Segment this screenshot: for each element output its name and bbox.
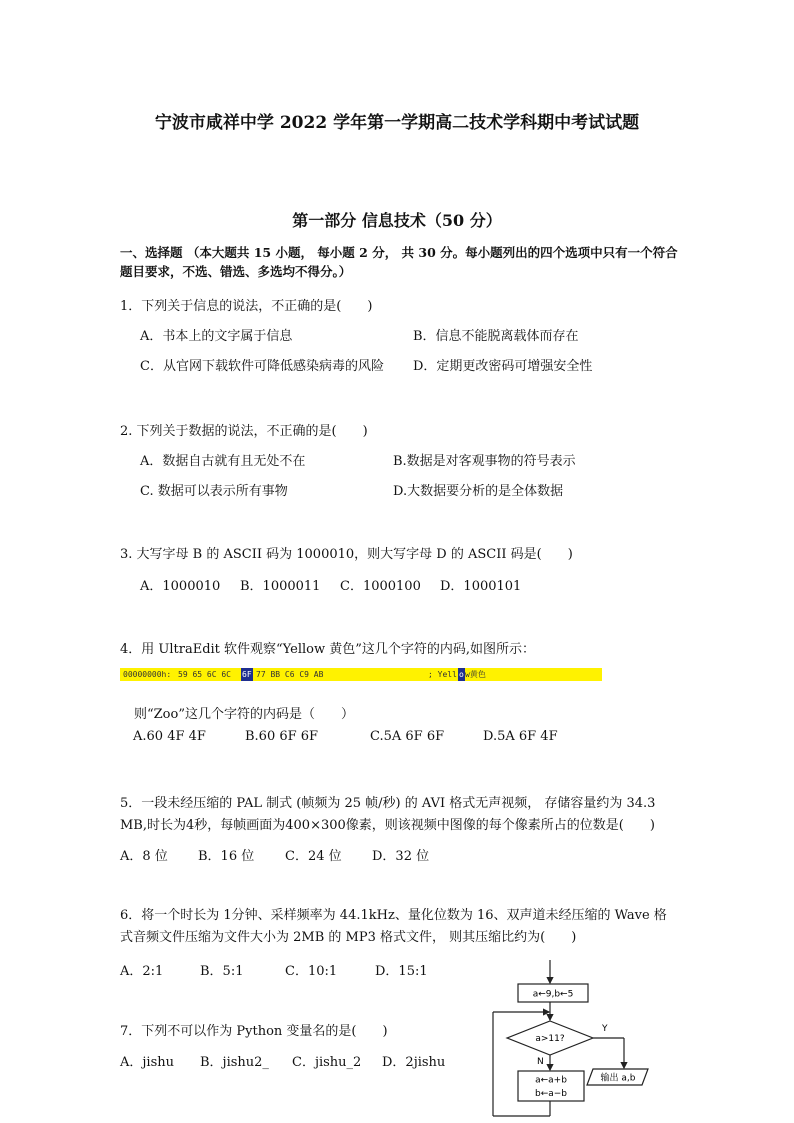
q2-option-c: C. 数据可以表示所有事物	[140, 484, 288, 499]
flow-output-text: 输出 a,b	[600, 1073, 636, 1084]
q4-option-b: B.60 6F 6F	[245, 729, 319, 744]
hex-bytes-after: 77 BB C6 C9 AB	[256, 670, 324, 679]
flow-yes-label: Y	[602, 1024, 608, 1034]
hex-address: 00000000h:	[123, 670, 172, 679]
flow-step1-text: a←a+b	[535, 1075, 567, 1086]
q3-option-b: B．1000011	[240, 579, 321, 594]
q5-option-b: B．16 位	[198, 849, 255, 864]
q6-option-c: C．10:1	[285, 964, 338, 979]
q3-option-d: D．1000101	[440, 579, 522, 594]
q3-option-c: C．1000100	[340, 579, 421, 594]
q6-option-b: B．5:1	[200, 964, 244, 979]
q5-option-d: D．32 位	[372, 849, 430, 864]
q1-option-a: A．书本上的文字属于信息	[140, 329, 293, 344]
q7-option-a: A．jishu	[120, 1055, 174, 1070]
q4-option-a: A.60 4F 4F	[133, 729, 206, 744]
section-instructions: 一、选择题 （本大题共 15 小题， 每小题 2 分， 共 30 分。每小题列出的四个选项中只有一个符合题目要求，不选、错选、多选均不得分。）	[120, 245, 678, 279]
flow-step2-text: b←a−b	[534, 1089, 568, 1099]
q1-option-d: D．定期更改密码可增强安全性	[413, 359, 593, 374]
q7-option-c: C．jishu_2	[292, 1055, 362, 1070]
hex-text-before: ; Yell	[428, 670, 457, 679]
q2-option-a: A．数据自古就有且无处不在	[140, 454, 306, 469]
q7-option-d: D．2jishu	[382, 1055, 446, 1070]
hex-text-after: w黄色	[465, 670, 486, 679]
q5-stem: 5．一段未经压缩的 PAL 制式 (帧频为 25 帧/秒) 的 AVI 格式无声视频， 存储容量约为 34.3 MB,时长为4秒，每帧画面为400×300像素，则该视频中图像的每个像素所占的位数是( )	[120, 796, 656, 833]
hex-byte-selected: 6F	[242, 670, 252, 679]
flowchart	[488, 958, 668, 1123]
q2-option-d: D.大数据要分析的是全体数据	[393, 484, 564, 499]
q5-option-c: C．24 位	[285, 849, 342, 864]
q6-stem: 6．将一个时长为 1分钟、采样频率为 44.1kHz、量化位数为 16、双声道未经压缩的 Wave 格式音频文件压缩为文件大小为 2MB 的 MP3 格式文件， 则其压缩比约为( )	[120, 908, 667, 945]
q4-stem: 4．用 UltraEdit 软件观察“Yellow 黄色”这几个字符的内码,如图所示：	[120, 642, 536, 657]
q3-stem: 3. 大写字母 B 的 ASCII 码为 1000010，则大写字母 D 的 ASCII 码是( )	[120, 547, 573, 562]
q1-option-c: C．从官网下载软件可降低感染病毒的风险	[140, 359, 384, 374]
q7-stem: 7．下列不可以作为 Python 变量名的是( )	[120, 1024, 388, 1039]
hex-editor-line	[120, 668, 602, 681]
q1-stem: 1．下列关于信息的说法，不正确的是( )	[120, 299, 373, 314]
q4-option-d: D.5A 6F 4F	[483, 729, 558, 744]
q4-sub-question: 则“Zoo”这几个字符的内码是（ ）	[134, 707, 354, 722]
q5-option-a: A．8 位	[120, 849, 168, 864]
q6-option-d: D．15:1	[375, 964, 428, 979]
hex-bytes-before: 59 65 6C 6C	[178, 670, 231, 679]
q4-option-c: C.5A 6F 6F	[370, 729, 445, 744]
part-title: 第一部分 信息技术（50 分）	[292, 211, 502, 230]
flow-init-text: a←9,b←5	[532, 989, 574, 1000]
q7-option-b: B．jishu2_	[200, 1055, 269, 1070]
q3-option-a: A．1000010	[140, 579, 221, 594]
flow-cond-text: a>11?	[535, 1034, 565, 1044]
hex-text-selected: o	[459, 670, 464, 679]
q2-option-b: B.数据是对客观事物的符号表示	[393, 454, 576, 469]
q1-option-b: B．信息不能脱离载体而存在	[413, 329, 579, 344]
flow-no-label: N	[537, 1057, 544, 1067]
q6-option-a: A．2:1	[120, 964, 164, 979]
exam-title: 宁波市咸祥中学 2022 学年第一学期高二技术学科期中考试试题	[154, 113, 640, 133]
q2-stem: 2. 下列关于数据的说法，不正确的是( )	[120, 424, 368, 439]
